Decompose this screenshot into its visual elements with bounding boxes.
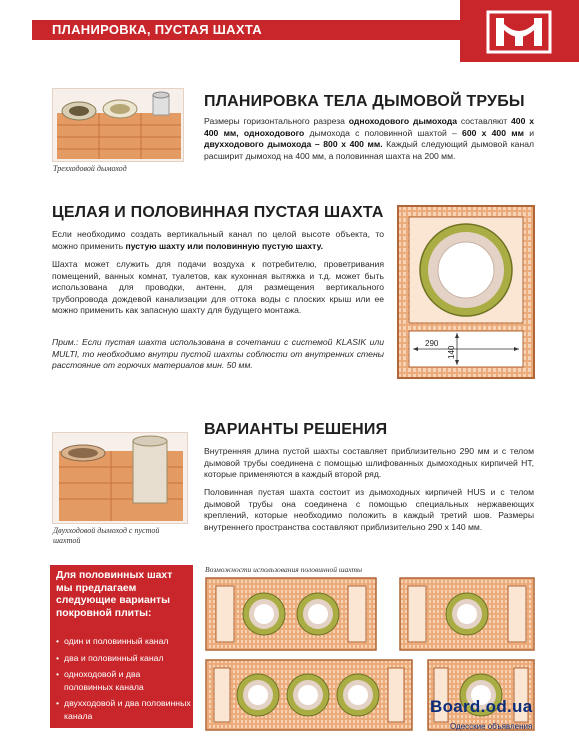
solutions-text-2: Половинная пустая шахта состоит из дымоходных кирпичей HUS и с телом дымовой трубы она соединена с помощью специальных нержавеющих креплений, которые необходимо положить в каждый третий шов. Размеры внутреннего пространства составляют приблизительно 290 х 140 мм. bbox=[204, 487, 534, 532]
planning-text-bold: 400 х 400 мм, одноходового bbox=[204, 116, 534, 138]
dimension-height-label: 140 bbox=[447, 345, 456, 359]
two-flue-chimney-photo bbox=[52, 432, 188, 524]
list-item: • одноходовой и два половинных канала bbox=[56, 668, 191, 693]
brand-logo bbox=[460, 0, 579, 62]
variant-two-flue-half-shafts bbox=[206, 578, 376, 650]
empty-shaft-intro bbox=[52, 229, 384, 252]
list-item: • два и половинный канал bbox=[56, 652, 191, 665]
watermark-site: Board.od.ua bbox=[430, 697, 533, 716]
watermark-subtitle: Одесские объявления bbox=[450, 722, 533, 731]
section-title-solutions: ВАРИАНТЫ РЕШЕНИЯ bbox=[204, 421, 388, 438]
empty-shaft-note: Прим.: Если пустая шахта использована в сочетании с системой KLASIK или MULTI, то необходимо внутри пустой шахты соблюсти от внутренних стены расстояние от горючих материалов мин. 50 мм. bbox=[52, 337, 384, 371]
photo-caption-three-flue: Трехходовой дымоход bbox=[53, 164, 127, 173]
header-title: ПЛАНИРОВКА, ПУСТАЯ ШАХТА bbox=[52, 22, 262, 37]
empty-shaft-usage: Шахта может служить для подачи воздуха к потребителю, проветривания помещений, ванных комнат, туалетов, как кухонная вытяжка и т.д. может быть использована для проводки, антенн, для размещения вертикального трубопровода дождевой канализации для оттока воды с плоских крыш или ее можно применить как запасную шахту для будущего монтажа. bbox=[52, 259, 384, 316]
cover-plate-options-box bbox=[50, 565, 193, 728]
empty-shaft-intro-bold: пустую шахту или половинную пустую шахту. bbox=[125, 240, 324, 251]
logo-mark-icon bbox=[486, 10, 552, 54]
variant-three-flue-half-shafts bbox=[206, 660, 412, 730]
list-item: • один и половинный канал bbox=[56, 635, 191, 648]
dimension-width-label: 290 bbox=[425, 339, 439, 348]
photo-caption-two-flue: Двухходовой дымоход с пустой шахтой bbox=[53, 526, 160, 545]
variant-single-flue-half-shafts bbox=[428, 660, 534, 730]
planning-text-bold: двухходового дымохода – 800 х 400 мм. bbox=[204, 139, 383, 150]
cover-plate-options-list bbox=[56, 635, 191, 726]
empty-shaft-intro-text: Если необходимо создать вертикальный канал по целой высоте объекта, то можно применить bbox=[52, 229, 384, 251]
planning-text-part: составляют bbox=[457, 116, 512, 126]
planning-text-part: Каждый следующий дымовой канал расширит дымоход на 400 мм, а половинная шахта на 200 мм. bbox=[204, 139, 534, 161]
list-item: • двухходовой и два половинных канала bbox=[56, 697, 191, 722]
planning-text-part: Размеры горизонтального разреза bbox=[204, 116, 349, 126]
cover-plate-options-title: Для половинных шахт мы предлагаем следующие варианты покровной плиты: bbox=[56, 570, 173, 619]
planning-text-part: и bbox=[523, 127, 534, 138]
empty-shaft-section-diagram bbox=[397, 205, 535, 379]
section-title-empty-shaft: ЦЕЛАЯ И ПОЛОВИННАЯ ПУСТАЯ ШАХТА bbox=[52, 204, 384, 221]
solutions-text-1: Внутренняя длина пустой шахты составляет приблизительно 290 мм и с телом дымовой трубы соединена с помощью шлифованных дымоходных кирпичей HT, которые применяются в каждый второй ряд. bbox=[204, 446, 534, 480]
page-header bbox=[0, 0, 579, 48]
planning-text-bold: одноходового дымохода bbox=[348, 116, 458, 126]
half-shaft-variants-label: Возможности использования половинной шахты bbox=[205, 565, 363, 574]
three-flue-chimney-photo bbox=[52, 88, 184, 162]
section-title-planning: ПЛАНИРОВКА ТЕЛА ДЫМОВОЙ ТРУБЫ bbox=[204, 93, 525, 110]
planning-text-part: дымохода с половинной шахтой – bbox=[304, 127, 463, 138]
section-planning-text bbox=[204, 116, 534, 162]
planning-text-bold: 600 х 400 мм bbox=[462, 127, 524, 138]
variant-one-flue-half-shafts bbox=[400, 578, 534, 650]
